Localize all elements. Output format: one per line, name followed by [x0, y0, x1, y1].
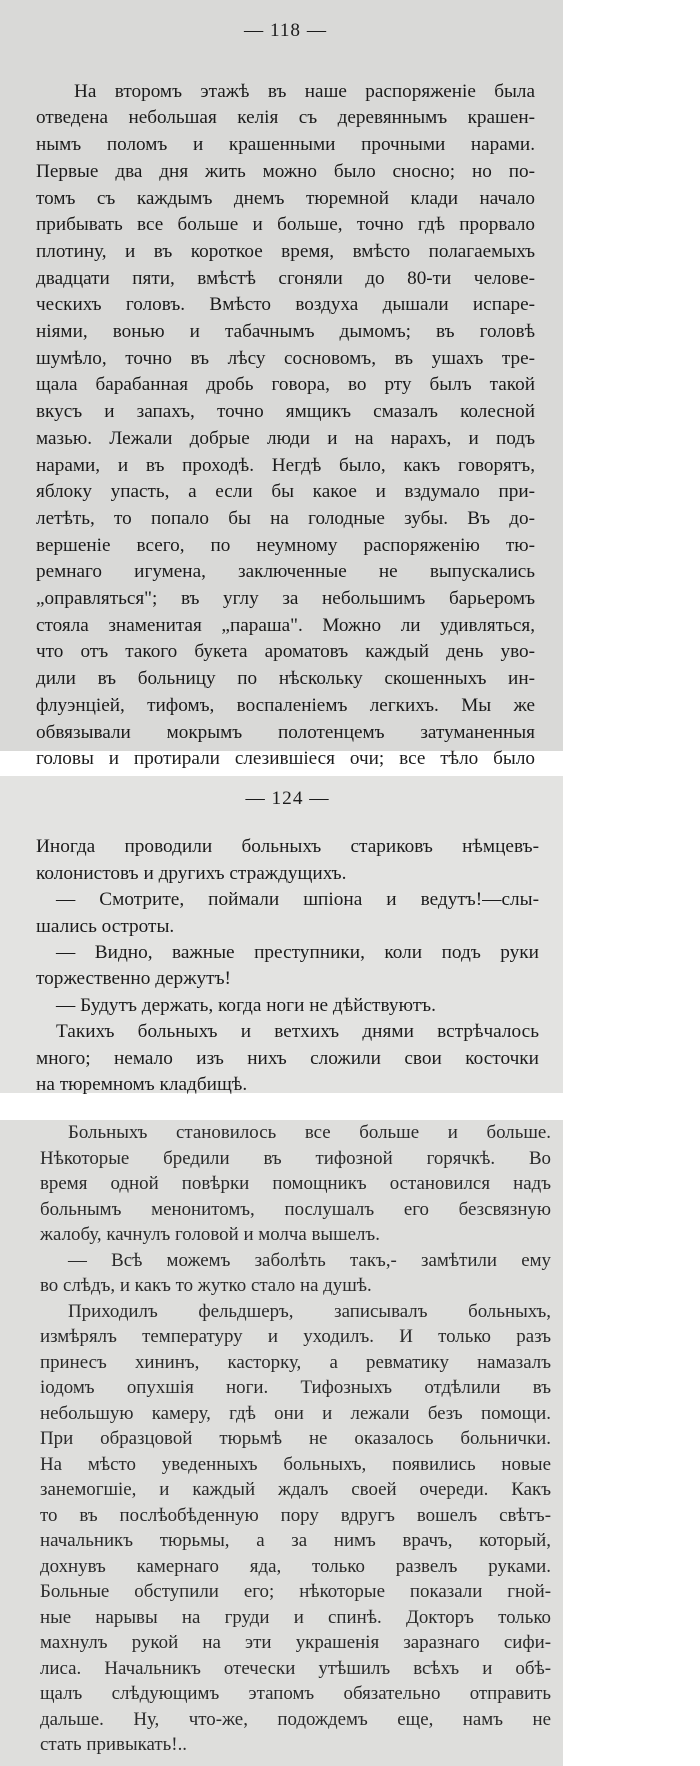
text-line: много; немало изъ нихъ сложили свои косточки [36, 1047, 539, 1069]
text-line: шумѣло, точно въ лѣсу сосновомъ, въ ушахъ тре- [36, 347, 535, 369]
text-line: во слѣдъ, и какъ то жутко стало на душѣ. [40, 1275, 372, 1296]
text-line: то въ послѣобѣденную пору вдругъ вошелъ свѣтъ- [40, 1504, 551, 1526]
text-line: мазью. Лежали добрые люди и на нарахъ, и подъ [36, 427, 535, 449]
text-line: нарами, и въ проходѣ. Негдѣ было, какъ говорятъ, [36, 454, 535, 476]
text-line: двадцати пяти, вмѣстѣ сгоняли до 80-ти челове- [36, 267, 535, 289]
text-line: шались остроты. [36, 915, 175, 937]
text-line: нымъ поломъ и крашенными прочными нарами. [36, 134, 535, 156]
paragraph [36, 834, 539, 887]
text-line: жалобу, качнулъ головой и молча вышелъ. [40, 1224, 380, 1245]
text-line: летѣть, то попало бы на голодные зубы. Въ до- [36, 507, 535, 529]
text-line: іодомъ опухшія ноги. Тифозныхъ отдѣлили въ [40, 1377, 551, 1398]
text-line: обвязывали мокрымъ полотенцемъ затуманенныя [36, 721, 535, 743]
text-line: принесъ хининъ, касторку, а ревматику намазалъ [40, 1351, 551, 1373]
text-line: На мѣсто уведенныхъ больныхъ, появились новые [40, 1453, 551, 1475]
paragraph [36, 940, 539, 993]
text-line: — Видно, важные преступники, коли подъ руки [56, 942, 539, 964]
text-line: измѣрялъ температуру и уходилъ. И только разъ [40, 1326, 551, 1347]
text-line: ремнаго игумена, заключенные не выпускались [36, 561, 535, 583]
text-line: флуэнціей, тифомъ, воспаленіемъ легкихъ. Мы же [36, 694, 535, 716]
text-line: отведена небольшая келія съ деревяннымъ крашен- [36, 107, 535, 129]
text-line: — Будутъ держать, когда ноги не дѣйствуютъ. [56, 994, 436, 1016]
text-line: Приходилъ фельдшеръ, записывалъ больныхъ, [68, 1300, 551, 1322]
text-line: занемогшіе, и каждый ждалъ своей очереди. Какъ [40, 1479, 551, 1500]
text-line: небольшую камеру, гдѣ они и лежали безъ помощи. [40, 1402, 551, 1424]
text-line: колонистовъ и другихъ страждущихъ. [36, 862, 347, 884]
paragraph [36, 1019, 539, 1098]
paragraph [36, 887, 539, 940]
text-line: плотину, и въ короткое время, вмѣсто полагаемыхъ [36, 240, 535, 262]
text-line: стояла знаменитая „параша". Можно ли удивляться, [36, 614, 535, 636]
text-line: Иногда проводили больныхъ стариковъ нѣмцевъ- [36, 836, 539, 858]
text-line: что отъ такого букета ароматовъ каждый день уво- [36, 641, 535, 663]
text-line: яблоку упасть, а если бы какое и вздумало при- [36, 481, 535, 503]
text-line: лиса. Начальникъ отечески утѣшилъ всѣхъ и обѣ- [40, 1657, 551, 1679]
text-line: щала барабанная дробь говора, во рту былъ такой [36, 374, 535, 396]
text-line: „оправляться"; въ углу за небольшимъ барьеромъ [36, 588, 535, 610]
text-line: ческихъ головъ. Вмѣсто воздуха дышали испаре- [36, 294, 535, 316]
page-scan-124 [0, 776, 563, 1096]
page-scan-continued [0, 1120, 563, 1766]
page-number: — 124 — [245, 788, 330, 809]
text-line: на тюремномъ кладбищѣ. [36, 1074, 248, 1096]
text-line: Первые два дня жить можно было сносно; но по- [36, 160, 535, 182]
paragraph [40, 1248, 551, 1299]
text-line: — Всѣ можемъ заболѣть такъ,- замѣтили ему [68, 1249, 551, 1271]
text-line: время одной повѣрки помощникъ остановился надъ [40, 1173, 551, 1194]
text-line: Больныхъ становилось все больше и больше. [68, 1122, 551, 1143]
text-line: томъ съ каждымъ днемъ тюремной клади начало [36, 187, 535, 209]
text-line: головы и протирали слезившіеся очи; все тѣло было [36, 748, 535, 770]
text-line: щалъ слѣдующимъ этапомъ обязательно отправить [40, 1683, 551, 1704]
text-line: стать привыкать!.. [40, 1734, 188, 1755]
paragraph [40, 1299, 551, 1758]
paragraph [36, 993, 539, 1019]
page-scan-118 [0, 0, 563, 770]
text-line: прибывать все больше и больше, точно гдѣ прорвало [36, 214, 535, 236]
paragraph [36, 79, 535, 800]
page-number: — 118 — [243, 20, 328, 41]
paragraph [40, 1120, 551, 1248]
text-line: Больные обступили его; нѣкоторые показали гной- [40, 1581, 551, 1602]
text-line: ные нарывы на груди и спинѣ. Докторъ только [40, 1606, 551, 1628]
text-line: ніями, вонью и табачнымъ дымомъ; въ головѣ [36, 321, 535, 343]
text-line: вершеніе всего, по неумному распоряженію тю- [36, 534, 535, 556]
text-line: дили въ больницу по нѣскольку скошенныхъ ин- [36, 668, 535, 690]
text-line: При образцовой тюрьмѣ не оказалось больнички. [40, 1428, 551, 1449]
text-line: Нѣкоторые бредили въ тифозной горячкѣ. Во [40, 1147, 551, 1169]
text-line: — Смотрите, поймали шпіона и ведутъ!—слы- [56, 889, 539, 911]
text-line: На второмъ этажѣ въ наше распоряженіе была [74, 80, 535, 102]
text-line: торжественно держутъ! [36, 968, 231, 990]
text-line: дальше. Ну, что-же, подождемъ еще, намъ не [40, 1708, 551, 1730]
text-line: махнулъ рукой на эти украшенія заразнаго сифи- [40, 1632, 551, 1653]
text-line: дохнувъ камернаго яда, только развелъ руками. [40, 1555, 551, 1577]
text-line: больнымъ менонитомъ, послушалъ его безсвязную [40, 1198, 551, 1220]
text-line: начальникъ тюрьмы, а за нимъ врачъ, который, [40, 1530, 551, 1551]
text-line: вкусъ и запахъ, точно ямщикъ смазалъ колесной [36, 401, 535, 423]
text-line: Такихъ больныхъ и ветхихъ днями встрѣчалось [56, 1021, 539, 1043]
